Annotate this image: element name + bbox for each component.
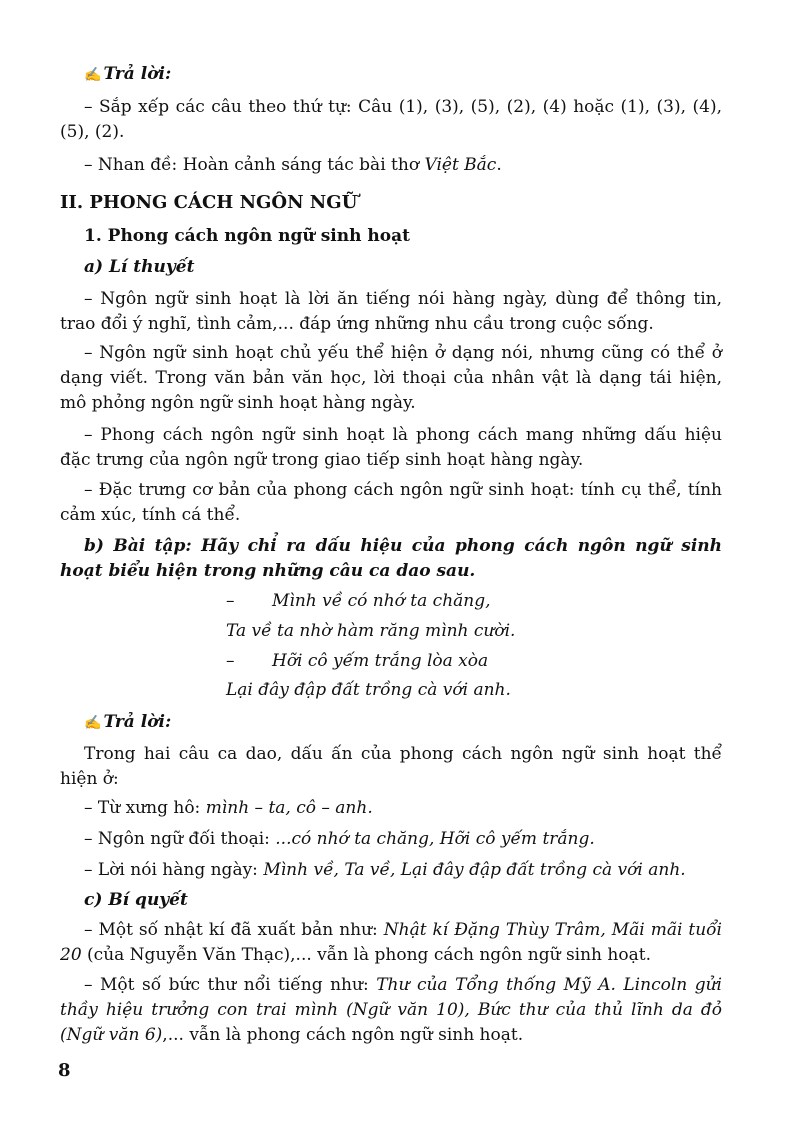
exercise-title: b) Bài tập: Hãy chỉ ra dấu hiệu của phong cách ngôn ngữ sinh hoạt biểu hiện trong những câu ca dao sau. xyxy=(60,536,722,581)
answer-intro: Trong hai câu ca dao, dấu ấn của phong cách ngôn ngữ sinh hoạt thể hiện ở: xyxy=(60,744,722,789)
answer-item: – Từ xưng hô: mình – ta, cô – anh. xyxy=(84,798,373,818)
answer-heading xyxy=(84,62,746,88)
answer-title: Trả lời: xyxy=(103,64,172,84)
verse-line: Hỡi cô yếm trắng lòa xòa xyxy=(272,651,489,671)
theory-item: – Phong cách ngôn ngữ sinh hoạt là phong cách mang những dấu hiệu đặc trưng của ngôn ngữ trong giao tiếp sinh hoạt hàng ngày. xyxy=(60,425,722,470)
verse-dash: – xyxy=(226,651,235,671)
theory-item: – Ngôn ngữ sinh hoạt là lời ăn tiếng nói hàng ngày, dùng để thông tin, trao đổi ý nghĩ, tình cảm,... đáp ứng những nhu cầu trong cuộc sống. xyxy=(60,289,722,334)
answer-heading xyxy=(84,710,746,736)
subsection-heading: 1. Phong cách ngôn ngữ sinh hoạt xyxy=(84,226,410,246)
theory-title: a) Lí thuyết xyxy=(84,257,195,277)
verse-line: Mình về có nhớ ta chăng, xyxy=(272,591,491,611)
theory-item: – Ngôn ngữ sinh hoạt chủ yếu thể hiện ở dạng nói, nhưng cũng có thể ở dạng viết. Trong văn bản văn học, lời thoại của nhân vật là dạng tái hiện, mô phỏng ngôn ngữ sinh hoạt hàng ngày. xyxy=(60,343,722,413)
secret-item: – Một số bức thư nổi tiếng như: Thư của Tổng thống Mỹ A. Lincoln gửi thầy hiệu trưởng con trai mình (Ngữ văn 10), Bức thư của thủ lĩnh da đỏ (Ngữ văn 6),... vẫn là phong cách ngôn ngữ sinh hoạt. xyxy=(60,975,722,1045)
secret-item: – Một số nhật kí đã xuất bản như: Nhật kí Đặng Thùy Trâm, Mãi mãi tuổi 20 (của Nguyễn Văn Thạc),... vẫn là phong cách ngôn ngữ sinh hoạt. xyxy=(60,920,722,965)
secret-title: c) Bí quyết xyxy=(84,890,188,910)
verse-line: Lại đây đập đất trồng cà với anh. xyxy=(226,680,511,700)
answer-line: – Sắp xếp các câu theo thứ tự: Câu (1), (3), (5), (2), (4) hoặc (1), (3), (4), (5), (2). xyxy=(60,97,722,142)
section-heading: II. PHONG CÁCH NGÔN NGỮ xyxy=(60,192,358,213)
answer-title: Trả lời: xyxy=(103,712,172,732)
verse-dash: – xyxy=(226,591,235,611)
answer-item: – Lời nói hàng ngày: Mình về, Ta về, Lại đây đập đất trồng cà với anh. xyxy=(84,860,686,880)
pen-icon: ✍ xyxy=(84,715,102,731)
verse-line: Ta về ta nhờ hàm răng mình cười. xyxy=(226,621,516,641)
page-number: 8 xyxy=(58,1060,71,1081)
answer-line: – Nhan đề: Hoàn cảnh sáng tác bài thơ Việt Bắc. xyxy=(84,155,502,175)
theory-item: – Đặc trưng cơ bản của phong cách ngôn ngữ sinh hoạt: tính cụ thể, tính cảm xúc, tính cá thể. xyxy=(60,480,722,525)
answer-item: – Ngôn ngữ đối thoại: ...có nhớ ta chăng, Hỡi cô yếm trắng. xyxy=(84,829,595,849)
pen-icon: ✍ xyxy=(84,67,102,83)
